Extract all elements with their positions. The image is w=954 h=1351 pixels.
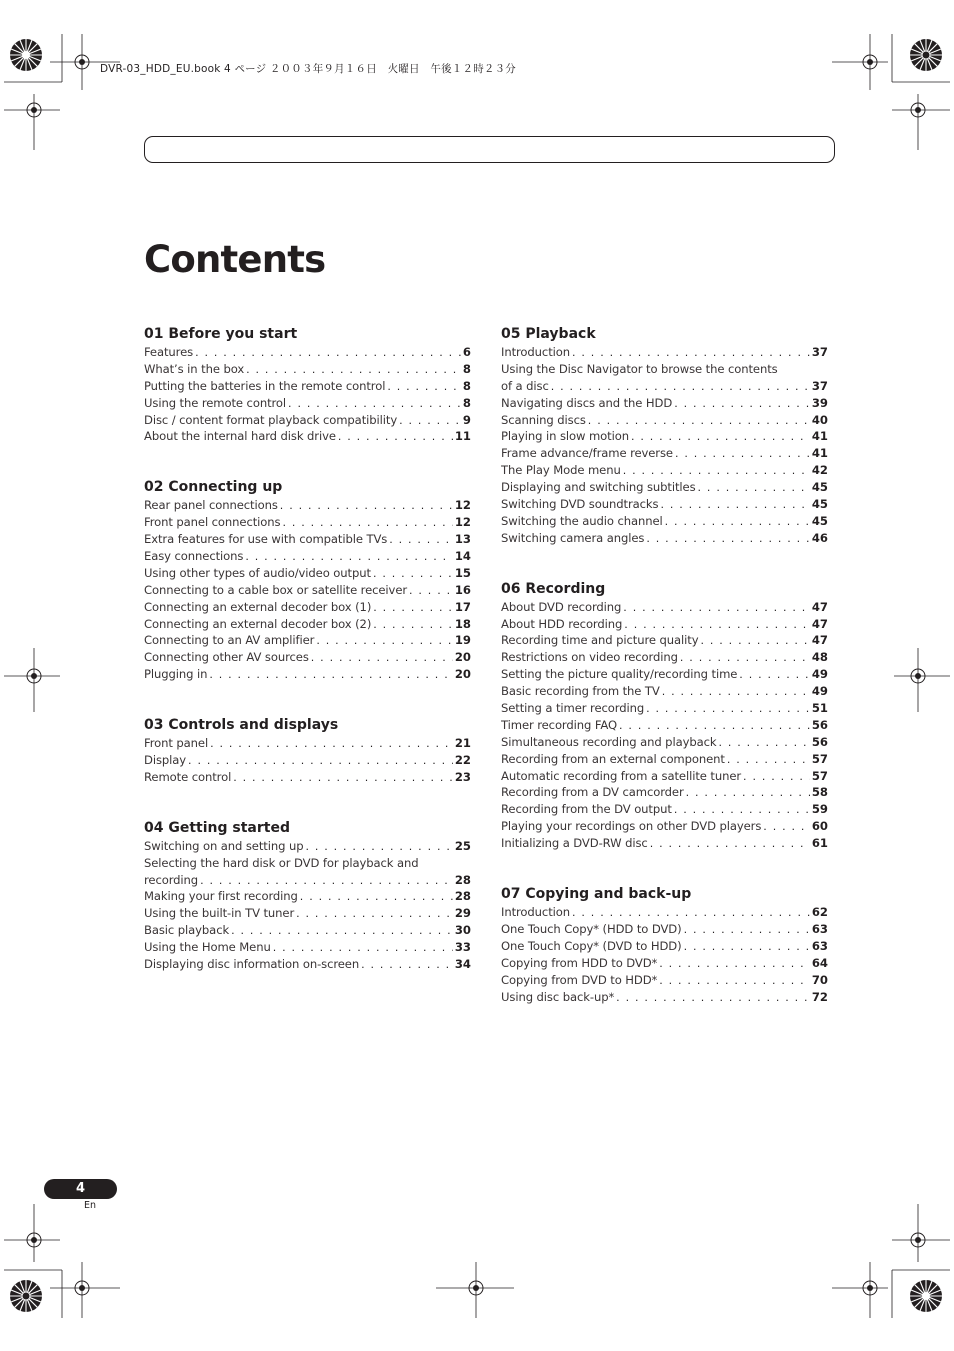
toc-entry-page: 51 (811, 701, 828, 716)
toc-entry-page: 30 (454, 923, 471, 938)
toc-entry[interactable] (501, 904, 828, 921)
toc-entry-page: 46 (811, 530, 828, 545)
toc-section (501, 885, 828, 1005)
toc-right-column (501, 325, 828, 1038)
dot-leader (674, 802, 810, 818)
dot-leader (660, 497, 809, 513)
dot-leader (399, 413, 461, 429)
dot-leader (316, 633, 453, 649)
registration-burst-icon (910, 1280, 942, 1312)
toc-entry[interactable] (501, 428, 828, 445)
dot-leader (231, 923, 453, 939)
toc-entry-label: Connecting to a cable box or satellite receiver (144, 582, 408, 597)
toc-entry[interactable] (144, 412, 471, 429)
toc-entry-label: Copying from DVD to HDD* (501, 972, 658, 987)
dot-leader (624, 617, 810, 633)
toc-entry[interactable] (144, 599, 471, 616)
toc-entry-page: 60 (811, 819, 828, 834)
toc-entry-label: Display (144, 753, 187, 768)
toc-entry-list (501, 599, 828, 852)
dot-leader (572, 905, 810, 921)
toc-entry[interactable] (144, 939, 471, 956)
toc-entry-page: 48 (811, 650, 828, 665)
page-title: Contents (144, 238, 326, 281)
toc-entry-page: 63 (811, 938, 828, 953)
toc-entry[interactable] (144, 905, 471, 922)
toc-entry[interactable] (144, 616, 471, 633)
registration-burst-icon (10, 39, 42, 71)
toc-entry[interactable] (144, 752, 471, 769)
toc-entry-label: Recording time and picture quality (501, 633, 699, 648)
toc-entry-label: Automatic recording from a satellite tuner (501, 768, 742, 783)
toc-entry-page: 56 (811, 717, 828, 732)
toc-entry[interactable] (501, 649, 828, 666)
toc-entry[interactable] (501, 462, 828, 479)
toc-entry-page: 33 (454, 940, 471, 955)
toc-entry-page: 34 (454, 957, 471, 972)
toc-entry-label: Using the Home Menu (144, 940, 271, 955)
toc-entry[interactable] (144, 649, 471, 666)
dot-leader (246, 362, 461, 378)
dot-leader (646, 701, 810, 717)
toc-entry[interactable] (144, 565, 471, 582)
toc-entry[interactable] (501, 361, 828, 378)
toc-entry-page: 41 (811, 446, 828, 461)
toc-entry-page: 42 (811, 463, 828, 478)
toc-entry[interactable] (144, 735, 471, 752)
toc-entry-page: 6 (462, 345, 471, 359)
toc-entry[interactable] (144, 514, 471, 531)
dot-leader (680, 650, 810, 666)
toc-entry-page: 12 (454, 498, 471, 513)
toc-entry-page: 64 (811, 955, 828, 970)
toc-entry[interactable] (501, 378, 828, 395)
toc-entry-page: 20 (454, 667, 471, 682)
toc-entry-page: 45 (811, 497, 828, 512)
dot-leader (373, 617, 453, 633)
toc-entry-page: 57 (811, 751, 828, 766)
dot-leader (659, 973, 810, 989)
toc-entry[interactable] (501, 801, 828, 818)
toc-entry-page: 15 (454, 565, 471, 580)
toc-entry-page: 63 (811, 921, 828, 936)
toc-entry[interactable] (144, 956, 471, 973)
toc-entry[interactable] (501, 751, 828, 768)
toc-entry-label: Simultaneous recording and playback (501, 734, 717, 749)
toc-entry-page: 49 (811, 667, 828, 682)
toc-entry-page: 11 (454, 429, 471, 444)
toc-entry-label: One Touch Copy* (HDD to DVD) (501, 921, 682, 936)
section-heading: 04 Getting started (144, 819, 290, 836)
dot-leader (361, 957, 453, 973)
toc-section (144, 819, 471, 973)
toc-entry-list (144, 735, 471, 786)
dot-leader (659, 956, 810, 972)
toc-entry[interactable] (501, 496, 828, 513)
toc-entry-label: Rear panel connections (144, 498, 278, 513)
toc-entry[interactable] (501, 717, 828, 734)
toc-entry[interactable] (144, 582, 471, 599)
toc-entry-page: 28 (454, 889, 471, 904)
dot-leader (338, 429, 453, 445)
dot-leader (373, 566, 453, 582)
dot-leader (619, 718, 810, 734)
dot-leader (245, 549, 453, 565)
toc-entry-label: Switching the audio channel (501, 513, 663, 528)
toc-entry[interactable] (501, 734, 828, 751)
dot-leader (282, 515, 452, 531)
section-heading: 06 Recording (501, 580, 606, 597)
toc-entry-page: 25 (454, 838, 471, 853)
dot-leader (686, 785, 810, 801)
dot-leader (210, 736, 453, 752)
toc-entry[interactable] (144, 395, 471, 412)
dot-leader (646, 531, 810, 547)
toc-entry-label: Switching DVD soundtracks (501, 497, 659, 512)
toc-entry[interactable] (501, 344, 828, 361)
dot-leader (739, 667, 810, 683)
section-heading: 01 Before you start (144, 326, 298, 342)
page-number-badge: 4 (44, 1179, 117, 1199)
toc-entry-page: 40 (811, 412, 828, 427)
dot-leader (195, 345, 461, 361)
dot-leader (665, 514, 810, 530)
toc-section (144, 325, 471, 445)
toc-entry-label: Timer recording FAQ (501, 717, 618, 732)
toc-entry[interactable] (501, 989, 828, 1006)
toc-entry-list (144, 497, 471, 683)
toc-entry-label: What’s in the box (144, 361, 245, 376)
toc-entry[interactable] (144, 428, 471, 445)
dot-leader (311, 650, 453, 666)
toc-entry-page: 20 (454, 650, 471, 665)
toc-entry-page: 28 (454, 872, 471, 887)
dot-leader (209, 667, 452, 683)
toc-entry-page: 17 (454, 599, 471, 614)
header-bar (144, 136, 835, 163)
toc-entry-page: 59 (811, 802, 828, 817)
toc-entry-list (144, 344, 471, 445)
toc-entry[interactable] (144, 888, 471, 905)
toc-entry-label: Extra features for use with compatible TVs (144, 532, 388, 547)
toc-entry[interactable] (144, 632, 471, 649)
toc-entry-label: Introduction (501, 905, 571, 920)
toc-entry-label: Recording from a DV camcorder (501, 785, 684, 800)
toc-entry[interactable] (501, 768, 828, 785)
toc-entry-page: 8 (462, 378, 471, 393)
toc-entry-page: 22 (454, 753, 471, 768)
toc-entry[interactable] (501, 530, 828, 547)
toc-entry[interactable] (501, 938, 828, 955)
dot-leader (273, 940, 453, 956)
toc-entry-label: Connecting an external decoder box (2) (144, 616, 372, 631)
dot-leader (233, 770, 453, 786)
dot-leader (387, 379, 461, 395)
dot-leader (305, 839, 452, 855)
toc-entry-page: 23 (454, 769, 471, 784)
toc-entry-page: 16 (454, 582, 471, 597)
toc-entry-label: Setting a timer recording (501, 701, 645, 716)
toc-entry-page: 8 (462, 361, 471, 376)
dot-leader (572, 345, 810, 361)
dot-leader (588, 413, 810, 429)
toc-entry[interactable] (144, 531, 471, 548)
toc-entry[interactable] (501, 818, 828, 835)
toc-entry[interactable] (144, 548, 471, 565)
toc-entry[interactable] (501, 616, 828, 633)
section-heading: 02 Connecting up (144, 479, 283, 496)
toc-entry[interactable] (501, 955, 828, 972)
toc-entry-page: 49 (811, 684, 828, 699)
toc-entry[interactable] (501, 921, 828, 938)
toc-entry-label: Frame advance/frame reverse (501, 446, 673, 461)
toc-section (144, 478, 471, 683)
toc-entry[interactable] (501, 479, 828, 496)
toc-entry-label: Using the built-in TV tuner (144, 906, 295, 921)
toc-entry-label: Plugging in (144, 667, 208, 682)
toc-entry-page: 70 (811, 972, 828, 987)
toc-entry-list (501, 904, 828, 1005)
dot-leader (675, 446, 810, 462)
toc-entry[interactable] (144, 378, 471, 395)
print-info: DVR-03_HDD_EU.book 4 ページ ２００３年９月１６日 火曜日 午後１２時２３分 (100, 63, 517, 75)
dot-leader (650, 836, 810, 852)
toc-entry[interactable] (144, 855, 471, 872)
toc-entry-label: Easy connections (144, 549, 244, 564)
toc-entry[interactable] (501, 972, 828, 989)
dot-leader (674, 396, 810, 412)
toc-entry[interactable] (501, 835, 828, 852)
toc-entry[interactable] (501, 513, 828, 530)
dot-leader (763, 819, 810, 835)
toc-entry-label: Introduction (501, 345, 571, 359)
toc-entry[interactable] (144, 344, 471, 361)
toc-entry[interactable] (144, 838, 471, 855)
toc-entry-label: Setting the picture quality/recording time (501, 667, 738, 682)
dot-leader (280, 498, 453, 514)
toc-entry-label: Scanning discs (501, 412, 586, 427)
toc-entry-label: Using other types of audio/video output (144, 565, 371, 580)
dot-leader (551, 379, 810, 395)
toc-entry-label: Selecting the hard disk or DVD for playback and (144, 855, 419, 870)
toc-entry-page: 57 (811, 768, 828, 783)
toc-entry-page: 61 (811, 836, 828, 851)
dot-leader (743, 769, 810, 785)
toc-entry-label: Basic playback (144, 923, 230, 938)
toc-entry-label: Making your first recording (144, 889, 298, 904)
toc-entry[interactable] (501, 784, 828, 801)
toc-entry[interactable] (144, 361, 471, 378)
toc-entry-label: Playing your recordings on other DVD players (501, 819, 762, 834)
toc-entry-label: The Play Mode menu (501, 463, 621, 478)
dot-leader (701, 633, 810, 649)
toc-entry[interactable] (144, 666, 471, 683)
dot-leader (623, 600, 810, 616)
toc-entry-page: 14 (454, 549, 471, 564)
toc-entry-label: About the internal hard disk drive (144, 429, 336, 444)
toc-entry-page: 47 (811, 616, 828, 631)
toc-entry[interactable] (144, 872, 471, 889)
toc-entry[interactable] (501, 445, 828, 462)
toc-entry-label: Connecting to an AV amplifier (144, 633, 315, 648)
dot-leader (616, 990, 810, 1006)
toc-entry-label: Navigating discs and the HDD (501, 395, 673, 410)
toc-entry-label: of a disc (501, 378, 549, 393)
dot-leader (684, 922, 810, 938)
toc-entry-label: Displaying and switching subtitles (501, 480, 696, 495)
toc-entry-page: 18 (454, 616, 471, 631)
registration-burst-icon (910, 39, 942, 71)
dot-leader (623, 463, 810, 479)
toc-entry-page: 47 (811, 599, 828, 614)
dot-leader (684, 939, 810, 955)
toc-entry-page: 9 (462, 412, 471, 427)
dot-leader (389, 532, 453, 548)
toc-entry-page: 47 (811, 633, 828, 648)
toc-entry-label: recording (144, 872, 199, 887)
toc-entry-label: Using the Disc Navigator to browse the contents (501, 361, 778, 376)
toc-entry-label: Recording from the DV output (501, 802, 672, 817)
toc-entry-label: Connecting other AV sources (144, 650, 309, 665)
toc-entry-page: 41 (811, 429, 828, 444)
toc-entry-label: Displaying disc information on-screen (144, 957, 360, 972)
toc-entry[interactable] (501, 599, 828, 616)
toc-left-column (144, 325, 471, 1006)
toc-entry[interactable] (144, 922, 471, 939)
toc-entry-label: Basic recording from the TV (501, 684, 660, 699)
toc-entry[interactable] (144, 497, 471, 514)
registration-burst-icon (10, 1280, 42, 1312)
dot-leader (698, 480, 810, 496)
toc-entry-label: One Touch Copy* (DVD to HDD) (501, 938, 682, 953)
dot-leader (409, 583, 453, 599)
toc-entry-label: Recording from an external component (501, 751, 725, 766)
section-heading: 03 Controls and displays (144, 717, 339, 734)
toc-entry-page: 72 (811, 989, 828, 1004)
dot-leader (300, 889, 453, 905)
toc-entry-label: Switching camera angles (501, 530, 645, 545)
toc-entry-label: Using the remote control (144, 395, 287, 410)
toc-entry-page: 37 (811, 378, 828, 393)
toc-entry-page: 39 (811, 395, 828, 410)
dot-leader (727, 752, 810, 768)
toc-entry[interactable] (144, 769, 471, 786)
toc-entry-page: 62 (811, 905, 828, 920)
toc-entry-list (501, 344, 828, 547)
toc-entry-page: 8 (462, 395, 471, 410)
toc-entry-label: Playing in slow motion (501, 429, 629, 444)
toc-entry-label: Features (144, 345, 194, 359)
toc-entry-page: 12 (454, 515, 471, 530)
dot-leader (296, 906, 453, 922)
toc-entry-label: Using disc back-up* (501, 989, 615, 1004)
section-heading: 05 Playback (501, 326, 596, 342)
toc-entry-page: 45 (811, 480, 828, 495)
dot-leader (200, 873, 453, 889)
toc-entry-page: 58 (811, 785, 828, 800)
toc-entry[interactable] (501, 700, 828, 717)
toc-entry[interactable] (501, 395, 828, 412)
toc-entry-page: 45 (811, 513, 828, 528)
toc-entry-list (144, 838, 471, 973)
toc-entry-label: Connecting an external decoder box (1) (144, 599, 372, 614)
toc-entry-label: Front panel connections (144, 515, 281, 530)
toc-entry-label: Initializing a DVD-RW disc (501, 836, 648, 851)
toc-entry-label: Copying from HDD to DVD* (501, 955, 658, 970)
toc-entry-page: 37 (811, 345, 828, 359)
language-code: En (84, 1200, 97, 1211)
toc-entry-page: 56 (811, 734, 828, 749)
dot-leader (188, 753, 453, 769)
toc-entry-label: Putting the batteries in the remote control (144, 378, 386, 393)
dot-leader (719, 735, 810, 751)
toc-entry[interactable] (501, 683, 828, 700)
toc-entry-label: Restrictions on video recording (501, 650, 678, 665)
toc-entry-page: 19 (454, 633, 471, 648)
toc-entry-label: Disc / content format playback compatibility (144, 412, 398, 427)
toc-entry-label: Remote control (144, 769, 232, 784)
toc-section (501, 580, 828, 852)
toc-entry-label: Switching on and setting up (144, 838, 304, 853)
toc-section (501, 325, 828, 547)
toc-entry-page: 21 (454, 736, 471, 751)
dot-leader (288, 396, 461, 412)
dot-leader (373, 600, 453, 616)
toc-entry-label: About HDD recording (501, 616, 623, 631)
toc-entry-page: 13 (454, 532, 471, 547)
toc-section (144, 716, 471, 786)
toc-entry-page: 29 (454, 906, 471, 921)
toc-entry[interactable] (501, 666, 828, 683)
section-heading: 07 Copying and back-up (501, 886, 692, 903)
toc-entry-label: Front panel (144, 736, 209, 751)
toc-entry[interactable] (501, 632, 828, 649)
dot-leader (662, 684, 810, 700)
toc-entry[interactable] (501, 412, 828, 429)
toc-entry-label: About DVD recording (501, 599, 622, 614)
dot-leader (631, 429, 810, 445)
